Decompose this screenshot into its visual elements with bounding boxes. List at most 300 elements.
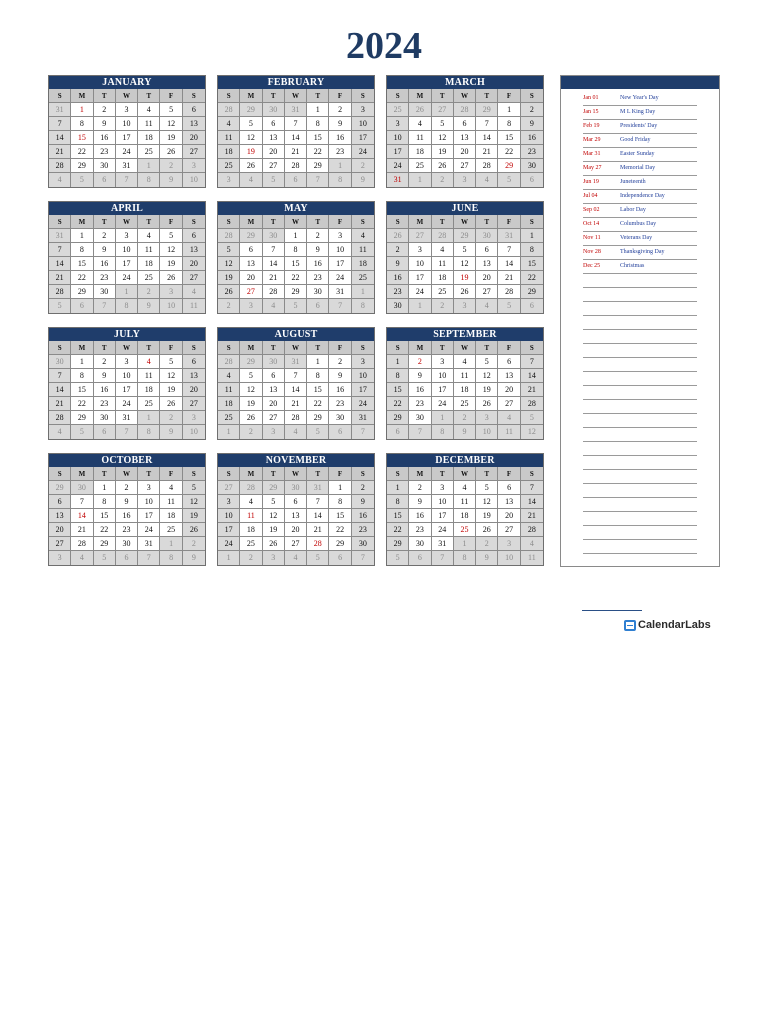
date-cell: 18 xyxy=(409,145,431,159)
month-grid xyxy=(49,215,205,313)
date-cell: 20 xyxy=(49,523,71,537)
holiday-date-cell: 29 xyxy=(498,159,520,173)
date-cell: 26 xyxy=(218,285,240,299)
date-cell: 14 xyxy=(49,383,71,397)
date-cell: 23 xyxy=(352,523,374,537)
date-cell: 14 xyxy=(49,257,71,271)
date-cell: 3 xyxy=(387,117,409,131)
weekday-label: T xyxy=(263,89,285,103)
date-cell: 8 xyxy=(387,369,409,383)
holiday-row xyxy=(583,134,697,148)
month-grid xyxy=(49,341,205,439)
date-cell: 3 xyxy=(116,355,138,369)
date-cell: 3 xyxy=(116,229,138,243)
weekday-label: T xyxy=(476,215,498,229)
date-cell: 24 xyxy=(432,397,454,411)
date-cell: 20 xyxy=(476,271,498,285)
date-cell: 16 xyxy=(352,509,374,523)
weekday-label: T xyxy=(138,89,160,103)
date-cell: 4 xyxy=(138,229,160,243)
date-cell: 25 xyxy=(218,411,240,425)
weekday-label: T xyxy=(263,467,285,481)
date-cell: 4 xyxy=(285,425,307,439)
weekday-label: F xyxy=(160,89,182,103)
date-cell: 28 xyxy=(498,285,520,299)
date-cell: 1 xyxy=(307,355,329,369)
date-cell: 27 xyxy=(432,103,454,117)
date-cell: 4 xyxy=(454,481,476,495)
weekday-label: F xyxy=(498,89,520,103)
date-cell: 29 xyxy=(71,411,93,425)
date-cell: 23 xyxy=(307,271,329,285)
date-cell: 19 xyxy=(218,271,240,285)
holiday-panel xyxy=(560,75,720,567)
blank-holiday-row xyxy=(583,386,697,400)
date-cell: 4 xyxy=(218,117,240,131)
date-cell: 1 xyxy=(71,229,93,243)
date-cell: 4 xyxy=(352,229,374,243)
date-cell: 29 xyxy=(49,481,71,495)
date-cell: 22 xyxy=(71,271,93,285)
month-february xyxy=(217,75,375,188)
date-cell: 18 xyxy=(160,509,182,523)
weekday-label: S xyxy=(218,89,240,103)
date-cell: 7 xyxy=(521,355,543,369)
month-october xyxy=(48,453,206,566)
holiday-row xyxy=(583,204,697,218)
holiday-name: Columbus Day xyxy=(620,221,657,227)
date-cell: 10 xyxy=(138,495,160,509)
date-cell: 10 xyxy=(116,369,138,383)
date-cell: 20 xyxy=(263,397,285,411)
date-cell: 9 xyxy=(183,551,205,565)
date-cell: 30 xyxy=(263,229,285,243)
date-cell: 7 xyxy=(498,243,520,257)
date-cell: 3 xyxy=(454,173,476,187)
date-cell: 9 xyxy=(409,369,431,383)
date-cell: 5 xyxy=(71,173,93,187)
date-cell: 9 xyxy=(521,117,543,131)
date-cell: 1 xyxy=(409,299,431,313)
date-cell: 27 xyxy=(183,271,205,285)
date-cell: 4 xyxy=(49,425,71,439)
date-cell: 24 xyxy=(387,159,409,173)
date-cell: 17 xyxy=(387,145,409,159)
brand-logo[interactable] xyxy=(624,617,711,633)
date-cell: 25 xyxy=(138,397,160,411)
date-cell: 29 xyxy=(387,411,409,425)
holiday-row xyxy=(583,232,697,246)
date-cell: 19 xyxy=(476,509,498,523)
date-cell: 27 xyxy=(263,411,285,425)
date-cell: 6 xyxy=(387,425,409,439)
date-cell: 20 xyxy=(263,145,285,159)
date-cell: 5 xyxy=(183,481,205,495)
date-cell: 15 xyxy=(71,257,93,271)
weekday-label: M xyxy=(71,89,93,103)
date-cell: 8 xyxy=(307,369,329,383)
date-cell: 20 xyxy=(183,383,205,397)
date-cell: 29 xyxy=(387,537,409,551)
date-cell: 30 xyxy=(263,355,285,369)
date-cell: 13 xyxy=(263,383,285,397)
weekday-label: T xyxy=(476,341,498,355)
date-cell: 24 xyxy=(432,523,454,537)
date-cell: 6 xyxy=(263,117,285,131)
holiday-date: Oct 14 xyxy=(583,221,600,227)
date-cell: 29 xyxy=(71,285,93,299)
date-cell: 29 xyxy=(329,537,351,551)
date-cell: 4 xyxy=(498,411,520,425)
date-cell: 29 xyxy=(71,159,93,173)
date-cell: 3 xyxy=(476,411,498,425)
weekday-label: S xyxy=(521,467,543,481)
date-cell: 3 xyxy=(352,103,374,117)
date-cell: 10 xyxy=(183,173,205,187)
date-cell: 18 xyxy=(138,131,160,145)
weekday-label: S xyxy=(352,341,374,355)
date-cell: 15 xyxy=(71,383,93,397)
holiday-date-cell: 15 xyxy=(71,131,93,145)
date-cell: 9 xyxy=(476,551,498,565)
date-cell: 4 xyxy=(71,551,93,565)
date-cell: 3 xyxy=(218,173,240,187)
date-cell: 22 xyxy=(387,523,409,537)
month-grid xyxy=(218,341,374,439)
date-cell: 5 xyxy=(307,551,329,565)
holiday-name: Juneteenth xyxy=(620,179,646,185)
date-cell: 18 xyxy=(240,523,262,537)
holiday-list xyxy=(583,92,697,554)
date-cell: 4 xyxy=(285,551,307,565)
date-cell: 17 xyxy=(138,509,160,523)
weekday-label: W xyxy=(285,467,307,481)
date-cell: 18 xyxy=(454,383,476,397)
date-cell: 2 xyxy=(432,173,454,187)
date-cell: 5 xyxy=(218,243,240,257)
date-cell: 14 xyxy=(476,131,498,145)
weekday-label: T xyxy=(307,341,329,355)
date-cell: 16 xyxy=(94,383,116,397)
weekday-label: T xyxy=(94,215,116,229)
weekday-label: W xyxy=(454,341,476,355)
date-cell: 11 xyxy=(409,131,431,145)
date-cell: 12 xyxy=(218,257,240,271)
date-cell: 30 xyxy=(71,481,93,495)
blank-holiday-row xyxy=(583,302,697,316)
weekday-label: F xyxy=(160,215,182,229)
date-cell: 1 xyxy=(521,229,543,243)
weekday-label: W xyxy=(454,215,476,229)
date-cell: 18 xyxy=(432,271,454,285)
date-cell: 1 xyxy=(307,103,329,117)
weekday-label: W xyxy=(454,467,476,481)
date-cell: 7 xyxy=(409,425,431,439)
date-cell: 4 xyxy=(409,117,431,131)
holiday-row xyxy=(583,148,697,162)
date-cell: 1 xyxy=(454,537,476,551)
month-name: AUGUST xyxy=(218,328,374,341)
date-cell: 5 xyxy=(160,355,182,369)
blank-holiday-row xyxy=(583,498,697,512)
date-cell: 12 xyxy=(476,369,498,383)
date-cell: 18 xyxy=(218,145,240,159)
weekday-label: M xyxy=(71,341,93,355)
date-cell: 2 xyxy=(138,285,160,299)
holiday-date: Nov 28 xyxy=(583,249,601,255)
date-cell: 9 xyxy=(160,425,182,439)
date-cell: 6 xyxy=(183,355,205,369)
month-name: DECEMBER xyxy=(387,454,543,467)
date-cell: 28 xyxy=(218,355,240,369)
date-cell: 29 xyxy=(94,537,116,551)
date-cell: 9 xyxy=(160,173,182,187)
date-cell: 9 xyxy=(387,257,409,271)
date-cell: 2 xyxy=(409,481,431,495)
date-cell: 28 xyxy=(71,537,93,551)
date-cell: 22 xyxy=(285,271,307,285)
date-cell: 19 xyxy=(476,383,498,397)
weekday-label: S xyxy=(183,341,205,355)
date-cell: 10 xyxy=(160,299,182,313)
date-cell: 25 xyxy=(454,397,476,411)
weekday-label: M xyxy=(71,215,93,229)
date-cell: 22 xyxy=(71,145,93,159)
date-cell: 10 xyxy=(476,425,498,439)
date-cell: 2 xyxy=(329,355,351,369)
weekday-label: T xyxy=(476,467,498,481)
blank-holiday-row xyxy=(583,288,697,302)
date-cell: 1 xyxy=(218,551,240,565)
holiday-row xyxy=(583,218,697,232)
blank-holiday-row xyxy=(583,400,697,414)
date-cell: 20 xyxy=(498,383,520,397)
date-cell: 26 xyxy=(432,159,454,173)
date-cell: 25 xyxy=(432,285,454,299)
date-cell: 1 xyxy=(71,355,93,369)
date-cell: 15 xyxy=(498,131,520,145)
date-cell: 7 xyxy=(138,551,160,565)
weekday-label: F xyxy=(498,341,520,355)
date-cell: 28 xyxy=(263,285,285,299)
month-name: JUNE xyxy=(387,202,543,215)
date-cell: 20 xyxy=(183,131,205,145)
holiday-date: May 27 xyxy=(583,165,602,171)
date-cell: 25 xyxy=(160,523,182,537)
date-cell: 10 xyxy=(498,551,520,565)
date-cell: 26 xyxy=(240,159,262,173)
date-cell: 8 xyxy=(138,425,160,439)
date-cell: 29 xyxy=(476,103,498,117)
date-cell: 26 xyxy=(387,229,409,243)
date-cell: 7 xyxy=(263,243,285,257)
weekday-label: M xyxy=(409,215,431,229)
date-cell: 13 xyxy=(49,509,71,523)
blank-holiday-row xyxy=(583,274,697,288)
date-cell: 12 xyxy=(263,509,285,523)
date-cell: 14 xyxy=(285,383,307,397)
date-cell: 14 xyxy=(49,131,71,145)
month-name: MARCH xyxy=(387,76,543,89)
date-cell: 11 xyxy=(454,495,476,509)
date-cell: 2 xyxy=(432,299,454,313)
weekday-label: S xyxy=(521,215,543,229)
date-cell: 4 xyxy=(432,243,454,257)
blank-holiday-row xyxy=(583,428,697,442)
date-cell: 17 xyxy=(116,383,138,397)
date-cell: 12 xyxy=(160,117,182,131)
date-cell: 14 xyxy=(498,257,520,271)
date-cell: 5 xyxy=(498,299,520,313)
date-cell: 3 xyxy=(432,355,454,369)
date-cell: 15 xyxy=(387,509,409,523)
date-cell: 4 xyxy=(183,285,205,299)
date-cell: 18 xyxy=(352,257,374,271)
date-cell: 31 xyxy=(329,285,351,299)
holiday-row xyxy=(583,246,697,260)
date-cell: 31 xyxy=(49,229,71,243)
date-cell: 8 xyxy=(285,243,307,257)
date-cell: 1 xyxy=(285,229,307,243)
date-cell: 5 xyxy=(160,229,182,243)
date-cell: 21 xyxy=(49,145,71,159)
date-cell: 28 xyxy=(285,159,307,173)
date-cell: 6 xyxy=(94,425,116,439)
date-cell: 9 xyxy=(409,495,431,509)
date-cell: 28 xyxy=(218,103,240,117)
blank-holiday-row xyxy=(583,526,697,540)
date-cell: 28 xyxy=(285,411,307,425)
date-cell: 12 xyxy=(432,131,454,145)
date-cell: 22 xyxy=(307,145,329,159)
weekday-label: M xyxy=(240,467,262,481)
date-cell: 6 xyxy=(285,173,307,187)
date-cell: 27 xyxy=(183,397,205,411)
date-cell: 13 xyxy=(183,369,205,383)
weekday-label: T xyxy=(263,341,285,355)
date-cell: 3 xyxy=(183,159,205,173)
date-cell: 16 xyxy=(94,131,116,145)
date-cell: 5 xyxy=(521,411,543,425)
date-cell: 16 xyxy=(307,257,329,271)
date-cell: 2 xyxy=(94,229,116,243)
calendar-logo-icon xyxy=(624,620,636,631)
holiday-row xyxy=(583,260,697,274)
weekday-label: S xyxy=(387,89,409,103)
holiday-name: Independence Day xyxy=(620,193,665,199)
holiday-name: Veterans Day xyxy=(620,235,653,241)
month-grid xyxy=(387,89,543,187)
weekday-label: S xyxy=(218,215,240,229)
date-cell: 9 xyxy=(352,173,374,187)
date-cell: 28 xyxy=(240,481,262,495)
date-cell: 8 xyxy=(116,299,138,313)
brand-name: CalendarLabs xyxy=(638,619,711,631)
holiday-date: Feb 19 xyxy=(583,123,600,129)
month-name: FEBRUARY xyxy=(218,76,374,89)
date-cell: 5 xyxy=(285,299,307,313)
holiday-date: Sep 02 xyxy=(583,207,600,213)
date-cell: 5 xyxy=(432,117,454,131)
date-cell: 6 xyxy=(71,299,93,313)
date-cell: 28 xyxy=(454,103,476,117)
weekday-label: S xyxy=(352,89,374,103)
date-cell: 5 xyxy=(307,425,329,439)
date-cell: 11 xyxy=(218,131,240,145)
date-cell: 4 xyxy=(521,537,543,551)
date-cell: 22 xyxy=(307,397,329,411)
month-march xyxy=(386,75,544,188)
date-cell: 9 xyxy=(138,299,160,313)
month-name: NOVEMBER xyxy=(218,454,374,467)
weekday-label: S xyxy=(183,215,205,229)
date-cell: 5 xyxy=(263,495,285,509)
date-cell: 15 xyxy=(329,509,351,523)
date-cell: 21 xyxy=(285,145,307,159)
date-cell: 30 xyxy=(94,411,116,425)
date-cell: 7 xyxy=(116,425,138,439)
date-cell: 31 xyxy=(116,411,138,425)
holiday-row xyxy=(583,92,697,106)
date-cell: 1 xyxy=(138,159,160,173)
date-cell: 7 xyxy=(352,425,374,439)
date-cell: 8 xyxy=(498,117,520,131)
date-cell: 4 xyxy=(476,299,498,313)
weekday-label: F xyxy=(329,215,351,229)
date-cell: 16 xyxy=(409,383,431,397)
date-cell: 6 xyxy=(521,299,543,313)
weekday-label: M xyxy=(240,215,262,229)
date-cell: 17 xyxy=(409,271,431,285)
date-cell: 17 xyxy=(116,131,138,145)
date-cell: 22 xyxy=(71,397,93,411)
blank-holiday-row xyxy=(583,358,697,372)
holiday-name: Memorial Day xyxy=(620,165,656,171)
month-june xyxy=(386,201,544,314)
month-september xyxy=(386,327,544,440)
date-cell: 19 xyxy=(432,145,454,159)
date-cell: 5 xyxy=(94,551,116,565)
date-cell: 11 xyxy=(160,495,182,509)
holiday-date-cell: 14 xyxy=(71,509,93,523)
date-cell: 19 xyxy=(160,383,182,397)
weekday-label: S xyxy=(387,467,409,481)
date-cell: 26 xyxy=(160,271,182,285)
date-cell: 1 xyxy=(329,481,351,495)
date-cell: 6 xyxy=(409,551,431,565)
date-cell: 16 xyxy=(329,131,351,145)
date-cell: 23 xyxy=(94,397,116,411)
date-cell: 23 xyxy=(409,523,431,537)
date-cell: 3 xyxy=(49,551,71,565)
date-cell: 26 xyxy=(409,103,431,117)
date-cell: 30 xyxy=(521,159,543,173)
date-cell: 22 xyxy=(498,145,520,159)
date-cell: 13 xyxy=(240,257,262,271)
month-august xyxy=(217,327,375,440)
date-cell: 9 xyxy=(454,425,476,439)
date-cell: 8 xyxy=(432,425,454,439)
date-cell: 15 xyxy=(94,509,116,523)
date-cell: 8 xyxy=(94,495,116,509)
date-cell: 3 xyxy=(240,299,262,313)
date-cell: 30 xyxy=(409,537,431,551)
date-cell: 23 xyxy=(521,145,543,159)
holiday-date: Jul 04 xyxy=(583,193,598,199)
weekday-label: W xyxy=(285,89,307,103)
holiday-date-cell: 19 xyxy=(240,145,262,159)
date-cell: 10 xyxy=(432,495,454,509)
